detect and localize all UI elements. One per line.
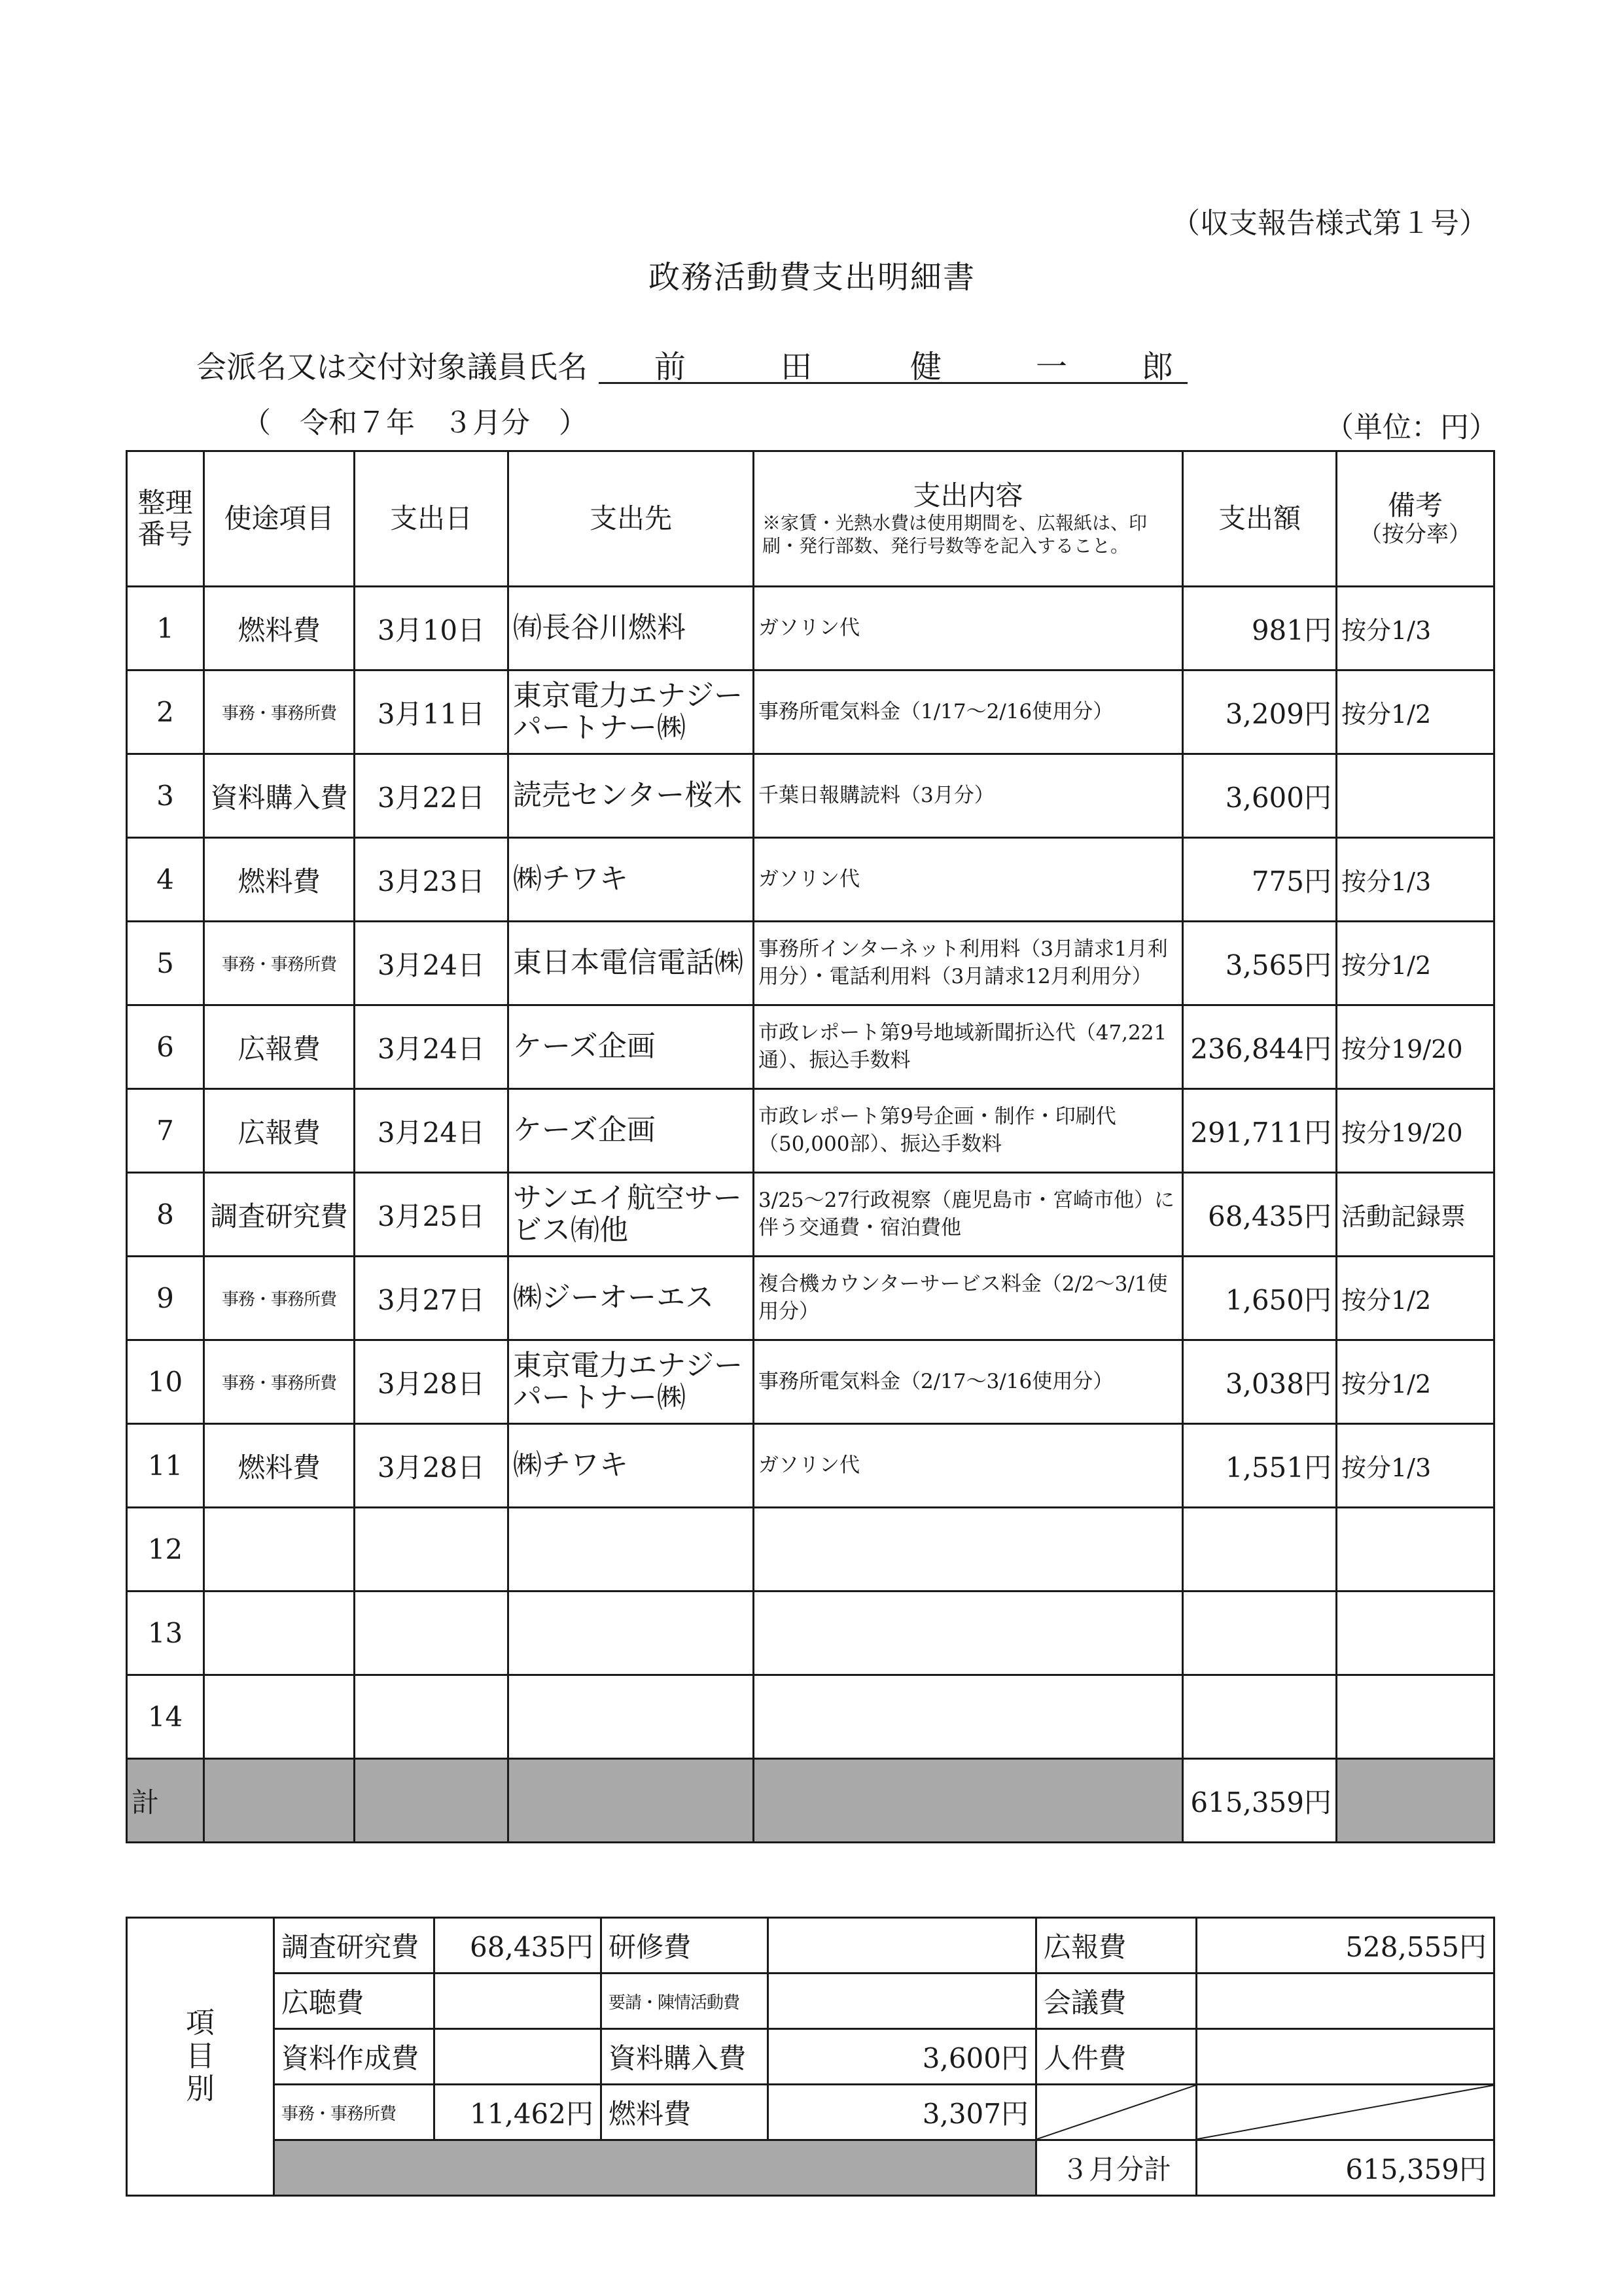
row-content: ガソリン代 bbox=[754, 838, 1183, 922]
row-no: 13 bbox=[127, 1592, 204, 1675]
row-purpose: 調査研究費 bbox=[204, 1173, 355, 1257]
row-payee: ㈲長谷川燃料 bbox=[508, 587, 754, 670]
row-payee bbox=[508, 1508, 754, 1592]
row-purpose: 燃料費 bbox=[204, 587, 355, 670]
table-row bbox=[127, 1508, 1494, 1592]
training-label: 研修費 bbox=[601, 1918, 768, 1974]
table-row bbox=[127, 1424, 1494, 1508]
row-content: ガソリン代 bbox=[754, 587, 1183, 670]
row-date: 3月27日 bbox=[355, 1257, 508, 1340]
row-note: 按分1/2 bbox=[1337, 1340, 1494, 1424]
total-blank bbox=[508, 1759, 754, 1843]
header-content-title: 支出内容 bbox=[913, 479, 1023, 512]
crossed-out-cell bbox=[1197, 2085, 1494, 2140]
row-purpose: 広報費 bbox=[204, 1089, 355, 1173]
hearing-amount bbox=[434, 1974, 601, 2029]
row-no: 10 bbox=[127, 1340, 204, 1424]
material-purchase-label: 資料購入費 bbox=[601, 2029, 768, 2085]
header-no-line2: 番号 bbox=[137, 518, 193, 550]
row-note bbox=[1337, 754, 1494, 838]
table-row bbox=[127, 670, 1494, 754]
research-label: 調査研究費 bbox=[274, 1918, 434, 1974]
row-content: 3/25～27行政視察（鹿児島市・宮崎市他）に伴う交通費・宿泊費他 bbox=[754, 1173, 1183, 1257]
row-note bbox=[1337, 1508, 1494, 1592]
pr-label: 広報費 bbox=[1036, 1918, 1197, 1974]
row-purpose: 事務・事務所費 bbox=[204, 1257, 355, 1340]
row-note: 按分1/2 bbox=[1337, 922, 1494, 1005]
row-no: 2 bbox=[127, 670, 204, 754]
table-row bbox=[127, 838, 1494, 922]
table-row bbox=[127, 1592, 1494, 1675]
row-date: 3月24日 bbox=[355, 1005, 508, 1089]
category-label-char: 別 bbox=[186, 2072, 215, 2106]
hearing-label: 広聴費 bbox=[274, 1974, 434, 2029]
row-purpose: 燃料費 bbox=[204, 838, 355, 922]
pr-amount: 528,555円 bbox=[1197, 1918, 1494, 1974]
row-no: 3 bbox=[127, 754, 204, 838]
row-purpose: 広報費 bbox=[204, 1005, 355, 1089]
row-amount bbox=[1183, 1508, 1337, 1592]
total-row bbox=[127, 1759, 1494, 1843]
row-no: 7 bbox=[127, 1089, 204, 1173]
row-amount: 3,600円 bbox=[1183, 754, 1337, 838]
row-date: 3月24日 bbox=[355, 1089, 508, 1173]
row-note: 活動記録票 bbox=[1337, 1173, 1494, 1257]
row-payee: サンエイ航空サービス㈲他 bbox=[508, 1173, 754, 1257]
category-summary-table bbox=[126, 1917, 1495, 2197]
row-payee: ケーズ企画 bbox=[508, 1089, 754, 1173]
row-amount: 981円 bbox=[1183, 587, 1337, 670]
row-content: 千葉日報購読料（3月分） bbox=[754, 754, 1183, 838]
diagonal-line bbox=[1197, 2085, 1493, 2139]
row-no: 12 bbox=[127, 1508, 204, 1592]
category-label-char: 項 bbox=[186, 2006, 215, 2040]
row-payee bbox=[508, 1675, 754, 1759]
header-content-note: ※家賃・光熱水費は使用期間を、広報紙は、印刷・発行部数、発行号数等を記入すること。 bbox=[762, 512, 1148, 557]
row-no: 6 bbox=[127, 1005, 204, 1089]
total-blank bbox=[754, 1759, 1183, 1843]
total-blank bbox=[204, 1759, 355, 1843]
research-amount: 68,435円 bbox=[434, 1918, 601, 1974]
header-content bbox=[754, 451, 1183, 587]
table-row bbox=[127, 1089, 1494, 1173]
total-amount: 615,359円 bbox=[1183, 1759, 1337, 1843]
row-note bbox=[1337, 1592, 1494, 1675]
header-remarks bbox=[1337, 451, 1494, 587]
row-date bbox=[355, 1592, 508, 1675]
row-date bbox=[355, 1508, 508, 1592]
category-row bbox=[127, 2085, 1494, 2140]
row-payee: ㈱チワキ bbox=[508, 1424, 754, 1508]
row-date: 3月24日 bbox=[355, 922, 508, 1005]
petition-label: 要請・陳情活動費 bbox=[601, 1974, 768, 2029]
row-date: 3月25日 bbox=[355, 1173, 508, 1257]
row-payee bbox=[508, 1592, 754, 1675]
category-label-char: 目 bbox=[186, 2039, 215, 2073]
row-note: 按分19/20 bbox=[1337, 1005, 1494, 1089]
row-no: 8 bbox=[127, 1173, 204, 1257]
row-payee: 読売センター桜木 bbox=[508, 754, 754, 838]
table-header-row bbox=[127, 451, 1494, 587]
member-label: 会派名又は交付対象議員氏名 bbox=[196, 349, 588, 385]
row-date: 3月22日 bbox=[355, 754, 508, 838]
row-content bbox=[754, 1675, 1183, 1759]
row-content: 市政レポート第9号地域新聞折込代（47,221通）、振込手数料 bbox=[754, 1005, 1183, 1089]
row-purpose: 事務・事務所費 bbox=[204, 670, 355, 754]
row-note: 按分1/3 bbox=[1337, 838, 1494, 922]
member-name bbox=[599, 341, 1188, 384]
row-payee: 東京電力エナジーパートナー㈱ bbox=[508, 670, 754, 754]
row-no: 4 bbox=[127, 838, 204, 922]
table-row bbox=[127, 1340, 1494, 1424]
category-total-row bbox=[127, 2140, 1494, 2196]
currency-unit: （単位：円） bbox=[1325, 411, 1498, 444]
row-note: 按分1/2 bbox=[1337, 670, 1494, 754]
material-create-label: 資料作成費 bbox=[274, 2029, 434, 2085]
row-amount: 68,435円 bbox=[1183, 1173, 1337, 1257]
form-number: （収支報告様式第１号） bbox=[1171, 207, 1488, 240]
table-row bbox=[127, 1005, 1494, 1089]
row-payee: 東京電力エナジーパートナー㈱ bbox=[508, 1340, 754, 1424]
row-content: ガソリン代 bbox=[754, 1424, 1183, 1508]
row-content: 事務所電気料金（2/17～3/16使用分） bbox=[754, 1340, 1183, 1424]
row-note: 按分19/20 bbox=[1337, 1089, 1494, 1173]
row-note bbox=[1337, 1675, 1494, 1759]
row-date: 3月28日 bbox=[355, 1340, 508, 1424]
row-no: 14 bbox=[127, 1675, 204, 1759]
office-label: 事務・事務所費 bbox=[274, 2085, 434, 2140]
row-amount bbox=[1183, 1675, 1337, 1759]
row-amount: 775円 bbox=[1183, 838, 1337, 922]
reporting-period: （ 令和７年 ３月分 ） bbox=[242, 406, 588, 440]
header-date: 支出日 bbox=[355, 451, 508, 587]
row-purpose: 事務・事務所費 bbox=[204, 922, 355, 1005]
petition-amount bbox=[768, 1974, 1036, 2029]
table-row bbox=[127, 1173, 1494, 1257]
row-content: 複合機カウンターサービス料金（2/2～3/1使用分） bbox=[754, 1257, 1183, 1340]
row-amount: 291,711円 bbox=[1183, 1089, 1337, 1173]
header-no-line1: 整理 bbox=[137, 486, 193, 519]
total-blank bbox=[1337, 1759, 1494, 1843]
row-purpose: 燃料費 bbox=[204, 1424, 355, 1508]
header-payee: 支出先 bbox=[508, 451, 754, 587]
material-purchase-amount: 3,600円 bbox=[768, 2029, 1036, 2085]
category-row bbox=[127, 1918, 1494, 1974]
row-date: 3月10日 bbox=[355, 587, 508, 670]
diagonal-line bbox=[1037, 2085, 1195, 2139]
row-purpose bbox=[204, 1592, 355, 1675]
category-row bbox=[127, 2029, 1494, 2085]
row-content bbox=[754, 1592, 1183, 1675]
row-no: 11 bbox=[127, 1424, 204, 1508]
row-content: 市政レポート第9号企画・制作・印刷代（50,000部）、振込手数料 bbox=[754, 1089, 1183, 1173]
table-row bbox=[127, 1675, 1494, 1759]
row-payee: ケーズ企画 bbox=[508, 1005, 754, 1089]
row-amount: 1,551円 bbox=[1183, 1424, 1337, 1508]
member-name-char: 一 bbox=[1036, 349, 1068, 385]
row-payee: ㈱チワキ bbox=[508, 838, 754, 922]
row-amount: 1,650円 bbox=[1183, 1257, 1337, 1340]
row-no: 5 bbox=[127, 922, 204, 1005]
category-row bbox=[127, 1974, 1494, 2029]
fuel-amount: 3,307円 bbox=[768, 2085, 1036, 2140]
row-purpose: 資料購入費 bbox=[204, 754, 355, 838]
material-create-amount bbox=[434, 2029, 601, 2085]
row-date bbox=[355, 1675, 508, 1759]
document-title: 政務活動費支出明細書 bbox=[648, 259, 976, 296]
table-row bbox=[127, 922, 1494, 1005]
row-date: 3月23日 bbox=[355, 838, 508, 922]
category-total-blank bbox=[274, 2140, 1036, 2196]
table-row bbox=[127, 1257, 1494, 1340]
office-amount: 11,462円 bbox=[434, 2085, 601, 2140]
table-row bbox=[127, 587, 1494, 670]
expense-rows bbox=[127, 587, 1494, 1759]
member-name-char: 田 bbox=[781, 349, 813, 385]
row-payee: 東日本電信電話㈱ bbox=[508, 922, 754, 1005]
total-label: 計 bbox=[127, 1759, 204, 1843]
table-row bbox=[127, 754, 1494, 838]
row-purpose: 事務・事務所費 bbox=[204, 1340, 355, 1424]
header-remarks-title: 備考 bbox=[1387, 489, 1443, 522]
meeting-amount bbox=[1197, 1974, 1494, 2029]
total-blank bbox=[355, 1759, 508, 1843]
meeting-label: 会議費 bbox=[1036, 1974, 1197, 2029]
row-amount: 3,565円 bbox=[1183, 922, 1337, 1005]
row-payee: ㈱ジーオーエス bbox=[508, 1257, 754, 1340]
fuel-label: 燃料費 bbox=[601, 2085, 768, 2140]
row-note: 按分1/3 bbox=[1337, 1424, 1494, 1508]
header-no bbox=[127, 451, 204, 587]
row-date: 3月11日 bbox=[355, 670, 508, 754]
row-purpose bbox=[204, 1508, 355, 1592]
member-name-char: 郎 bbox=[1142, 349, 1174, 385]
training-amount bbox=[768, 1918, 1036, 1974]
personnel-amount bbox=[1197, 2029, 1494, 2085]
header-remarks-sub: （按分率） bbox=[1360, 521, 1471, 548]
row-note: 按分1/3 bbox=[1337, 587, 1494, 670]
row-amount bbox=[1183, 1592, 1337, 1675]
monthly-total-amount: 615,359円 bbox=[1197, 2140, 1494, 2196]
row-note: 按分1/2 bbox=[1337, 1257, 1494, 1340]
row-content bbox=[754, 1508, 1183, 1592]
expense-detail-table bbox=[126, 450, 1495, 1843]
header-amount: 支出額 bbox=[1183, 451, 1337, 587]
row-purpose bbox=[204, 1675, 355, 1759]
row-amount: 3,209円 bbox=[1183, 670, 1337, 754]
category-label bbox=[127, 1918, 274, 2196]
monthly-total-label: ３月分計 bbox=[1036, 2140, 1197, 2196]
row-content: 事務所電気料金（1/17～2/16使用分） bbox=[754, 670, 1183, 754]
row-no: 9 bbox=[127, 1257, 204, 1340]
row-date: 3月28日 bbox=[355, 1424, 508, 1508]
row-amount: 3,038円 bbox=[1183, 1340, 1337, 1424]
member-name-char: 前 bbox=[654, 349, 686, 385]
crossed-out-cell bbox=[1036, 2085, 1197, 2140]
row-amount: 236,844円 bbox=[1183, 1005, 1337, 1089]
row-no: 1 bbox=[127, 587, 204, 670]
member-name-char: 健 bbox=[910, 349, 942, 385]
row-content: 事務所インターネット利用料（3月請求1月利用分）・電話利用料（3月請求12月利用分） bbox=[754, 922, 1183, 1005]
personnel-label: 人件費 bbox=[1036, 2029, 1197, 2085]
header-purpose: 使途項目 bbox=[204, 451, 355, 587]
